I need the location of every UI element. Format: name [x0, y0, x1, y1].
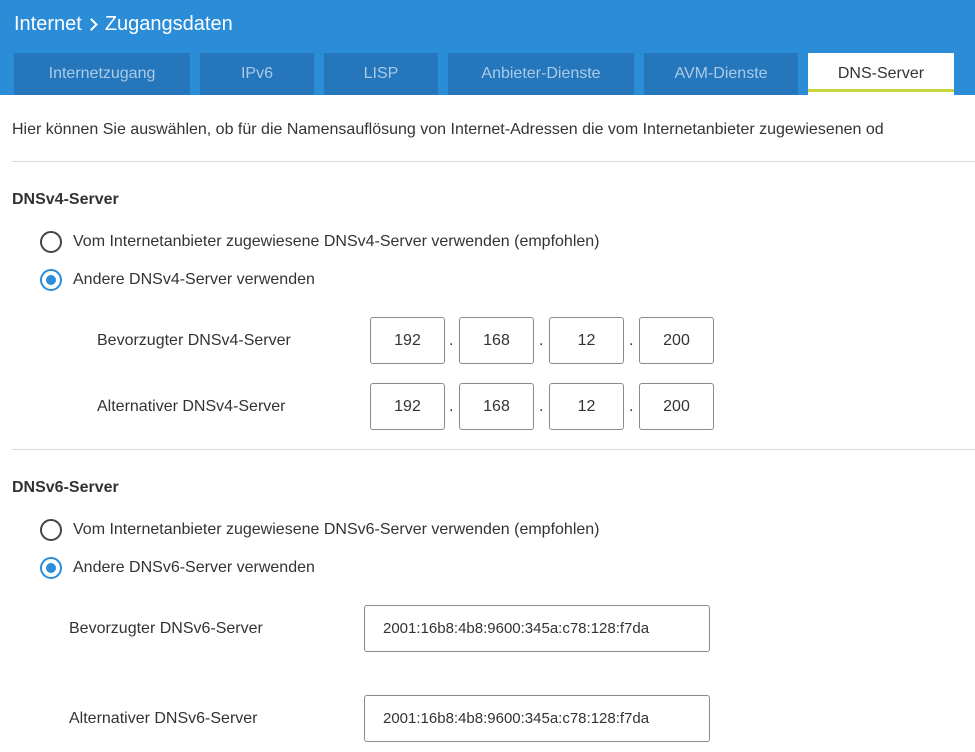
dnsv6-alternative-label: Alternativer DNSv6-Server	[69, 710, 258, 727]
tab-internetzugang[interactable]: Internetzugang	[14, 53, 190, 95]
dnsv6-section-title: DNSv6-Server	[12, 479, 119, 496]
app-header	[0, 0, 975, 95]
dnsv6-other-option[interactable]	[40, 557, 315, 579]
octet-separator: .	[629, 398, 634, 415]
dnsv4-provider-radio[interactable]	[40, 231, 62, 253]
dnsv4-preferred-octet-4[interactable]	[639, 317, 714, 364]
dnsv4-alternative-label: Alternativer DNSv4-Server	[97, 398, 286, 415]
dnsv4-other-radio[interactable]	[40, 269, 62, 291]
octet-separator: .	[539, 398, 544, 415]
octet-separator: .	[449, 332, 454, 349]
breadcrumb	[14, 13, 233, 36]
octet-separator: .	[539, 332, 544, 349]
dnsv4-preferred-label: Bevorzugter DNSv4-Server	[97, 332, 291, 349]
dnsv4-alternative-octet-1[interactable]	[370, 383, 445, 430]
intro-text: Hier können Sie auswählen, ob für die Namensauflösung von Internet-Adressen die vom Internetanbieter zugewiesenen od	[12, 121, 884, 138]
dnsv4-preferred-octet-1[interactable]	[370, 317, 445, 364]
dnsv4-alternative-octet-2[interactable]	[459, 383, 534, 430]
dnsv4-preferred-octet-2[interactable]	[459, 317, 534, 364]
divider	[12, 449, 975, 450]
dnsv4-other-label: Andere DNSv4-Server verwenden	[73, 271, 315, 288]
tab-avm-dienste[interactable]: AVM-Dienste	[644, 53, 798, 95]
tab-ipv6[interactable]: IPv6	[200, 53, 314, 95]
dnsv6-provider-radio[interactable]	[40, 519, 62, 541]
chevron-right-icon	[85, 18, 98, 31]
tab-anbieter-dienste[interactable]: Anbieter-Dienste	[448, 53, 634, 95]
breadcrumb-current: Zugangsdaten	[104, 13, 233, 35]
dnsv6-other-label: Andere DNSv6-Server verwenden	[73, 559, 315, 576]
dnsv6-provider-option[interactable]	[40, 519, 600, 541]
dnsv6-preferred-label: Bevorzugter DNSv6-Server	[69, 620, 263, 637]
tab-dns-server[interactable]: DNS-Server	[808, 53, 954, 95]
dnsv4-provider-option[interactable]	[40, 231, 600, 253]
tab-lisp[interactable]: LISP	[324, 53, 438, 95]
dnsv6-other-radio[interactable]	[40, 557, 62, 579]
dnsv4-section-title: DNSv4-Server	[12, 191, 119, 208]
dnsv6-provider-label: Vom Internetanbieter zugewiesene DNSv6-Server verwenden (empfohlen)	[73, 521, 600, 538]
divider	[12, 161, 975, 162]
dnsv4-alternative-octet-4[interactable]	[639, 383, 714, 430]
octet-separator: .	[449, 398, 454, 415]
octet-separator: .	[629, 332, 634, 349]
dnsv4-alternative-octet-3[interactable]	[549, 383, 624, 430]
dnsv6-alternative-input[interactable]	[364, 695, 710, 742]
dnsv6-preferred-input[interactable]	[364, 605, 710, 652]
dnsv4-preferred-octet-3[interactable]	[549, 317, 624, 364]
dnsv4-other-option[interactable]	[40, 269, 315, 291]
breadcrumb-parent[interactable]: Internet	[14, 13, 82, 35]
dnsv4-provider-label: Vom Internetanbieter zugewiesene DNSv4-Server verwenden (empfohlen)	[73, 233, 600, 250]
